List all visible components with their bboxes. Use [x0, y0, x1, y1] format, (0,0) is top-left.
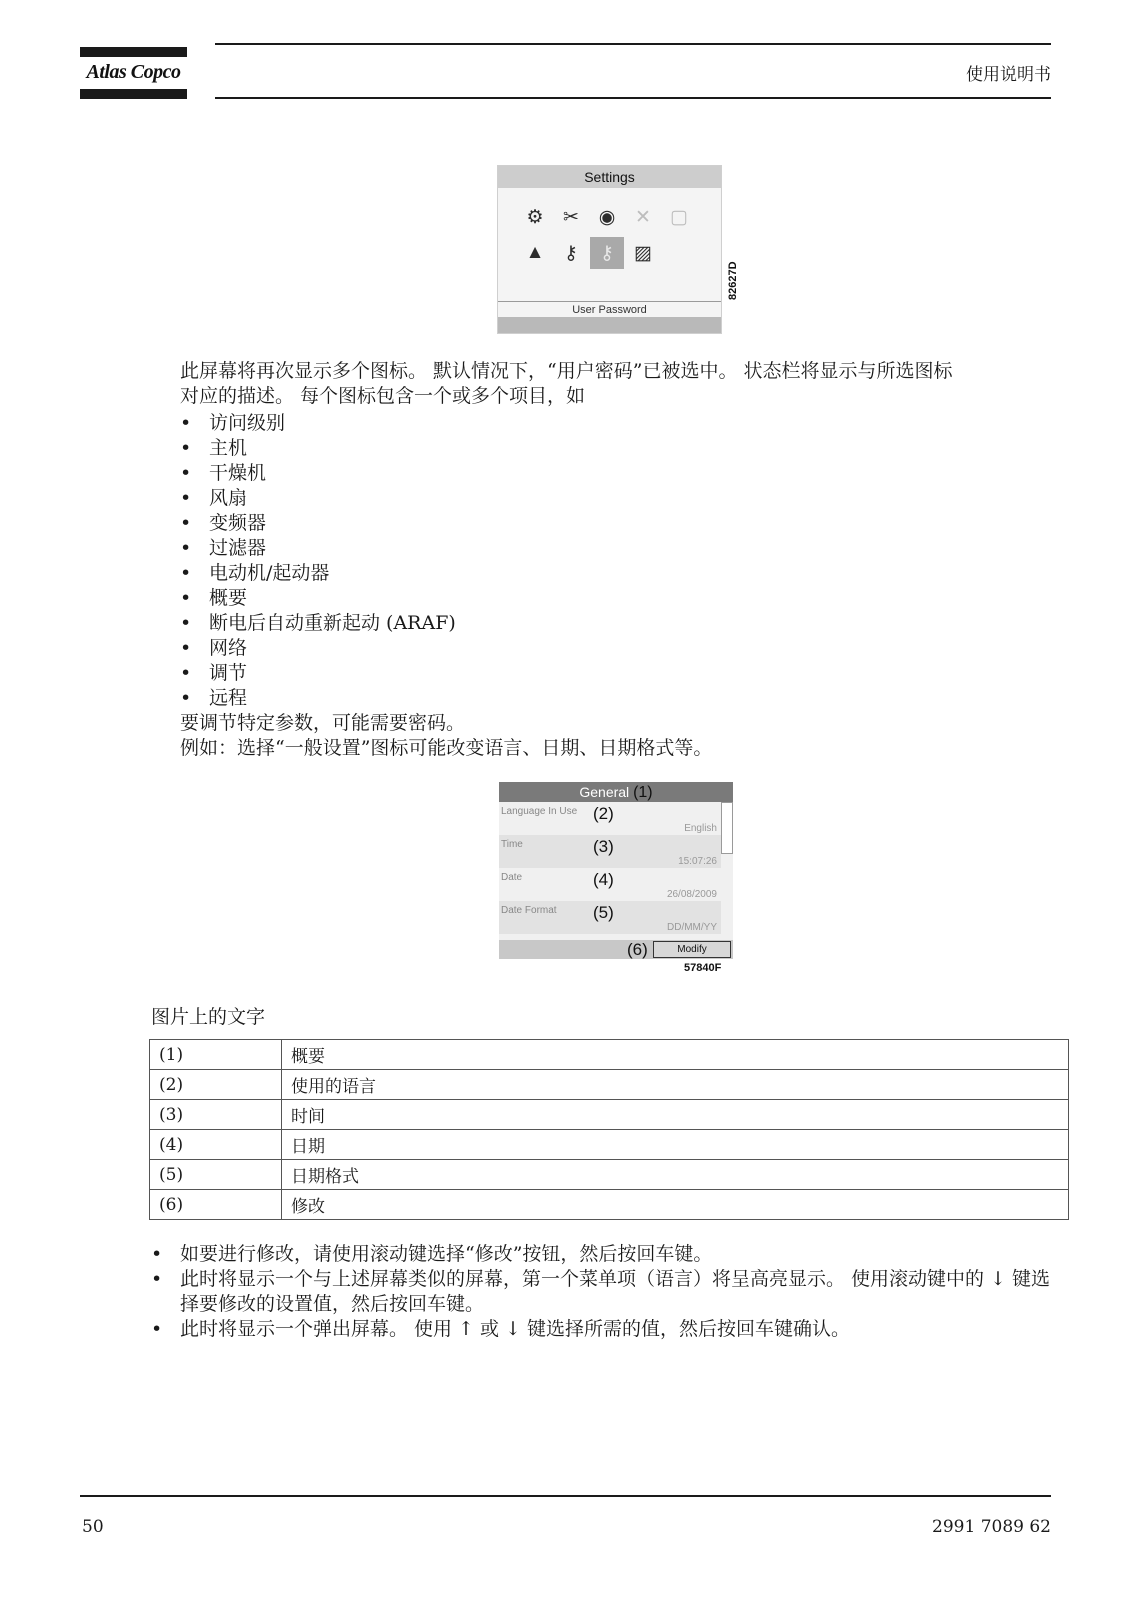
settings-screen-title: Settings [498, 166, 721, 188]
legend-key: (1) [150, 1040, 282, 1070]
list-item: • 远程 [180, 686, 456, 711]
row-label: Date [501, 872, 523, 883]
list-item: • 调节 [180, 661, 456, 686]
scrollbar-track [721, 854, 733, 940]
table-row [150, 1100, 1069, 1130]
legend-key: (6) [150, 1190, 282, 1220]
row-value: English [684, 823, 717, 834]
legend-text: 日期格式 [282, 1160, 1069, 1190]
modify-button: Modify [653, 941, 731, 958]
list-item: • 干燥机 [180, 461, 456, 486]
general-title-text: General [579, 784, 630, 800]
table-row [150, 1190, 1069, 1220]
fan-icon: ✕ [635, 206, 651, 228]
intro-line-1: 此屏幕将再次显示多个图标。 默认情况下，“用户密码”已被选中。 状态栏将显示与所选图标 [180, 360, 953, 382]
header-rule-top [215, 43, 1051, 45]
legend-text: 修改 [282, 1190, 1069, 1220]
scrollbar-thumb [721, 802, 733, 854]
legend-text: 时间 [282, 1100, 1069, 1130]
alarm-icon: ▲ [525, 242, 545, 263]
status-bar-separator [498, 301, 721, 302]
note-example: 例如：选择“一般设置”图标可能改变语言、日期、日期格式等。 [180, 737, 713, 759]
legend-table [149, 1039, 1069, 1220]
intro-line-2: 对应的描述。 每个图标包含一个或多个项目，如 [180, 385, 586, 407]
general-row-language [499, 802, 721, 835]
intro-paragraph [180, 359, 1058, 409]
legend-text: 使用的语言 [282, 1070, 1069, 1100]
row-value: 26/08/2009 [666, 889, 717, 900]
list-item: • 网络 [180, 636, 456, 661]
instruction-list [151, 1242, 1061, 1342]
logo-bottom-bar [80, 89, 187, 99]
logo-text: Atlas Copco [86, 61, 181, 83]
list-item: • 变频器 [180, 511, 456, 536]
list-item: • 主机 [180, 436, 456, 461]
general-screen-figure [499, 782, 733, 959]
table-row [150, 1130, 1069, 1160]
footer-rule [80, 1495, 1051, 1497]
user-password-icon: ⚷ [590, 237, 624, 269]
list-item: • 电动机/起动器 [180, 561, 456, 586]
motor-icon: ▨ [634, 242, 652, 264]
converter-icon: ▢ [670, 206, 688, 228]
settings-items-list [180, 411, 456, 711]
settings-bottom-bar [498, 317, 721, 333]
instruction-item: • 此时将显示一个弹出屏幕。 使用 ↑ 或 ↓ 键选择所需的值，然后按回车键确认。 [151, 1317, 1061, 1342]
legend-text: 概要 [282, 1040, 1069, 1070]
general-screen-title [499, 782, 733, 802]
instruction-item: • 此时将显示一个与上述屏幕类似的屏幕，第一个菜单项（语言）将呈高亮显示。 使用滚动键中的 ↓ 键选择要修改的设置值，然后按回车键。 [151, 1267, 1061, 1317]
row-label: Time [501, 839, 523, 850]
list-item: • 风扇 [180, 486, 456, 511]
callout-marker: (5) [593, 903, 614, 922]
document-title: 使用说明书 [966, 65, 1051, 85]
row-value: 15:07:26 [678, 856, 717, 867]
general-row-time [499, 835, 721, 868]
note-paragraph [180, 711, 1058, 761]
page-number: 50 [82, 1517, 104, 1537]
figure-code-settings: 82627D [727, 261, 739, 300]
row-label: Language In Use [501, 806, 578, 817]
header-rule-bottom [215, 97, 1051, 99]
legend-text: 日期 [282, 1130, 1069, 1160]
compressor-icon: ✂ [563, 206, 579, 228]
callout-marker: (3) [593, 837, 614, 856]
table-row [150, 1070, 1069, 1100]
user-key-icon: ⚷ [564, 242, 578, 264]
legend-caption: 图片上的文字 [151, 1006, 266, 1028]
legend-key: (5) [150, 1160, 282, 1190]
instruction-item: • 如要进行修改，请使用滚动键选择“修改”按钮，然后按回车键。 [151, 1242, 1061, 1267]
table-row [150, 1160, 1069, 1190]
list-item: • 概要 [180, 586, 456, 611]
callout-marker: (1) [633, 784, 653, 801]
callout-marker: (6) [627, 940, 648, 959]
atlas-copco-logo [80, 47, 187, 100]
logo-top-bar [80, 47, 187, 57]
row-value: DD/MM/YY [667, 922, 717, 933]
note-password: 要调节特定参数，可能需要密码。 [180, 712, 466, 734]
callout-marker: (4) [593, 870, 614, 889]
general-row-date-format [499, 901, 721, 934]
list-item: • 访问级别 [180, 411, 456, 436]
document-number: 2991 7089 62 [932, 1517, 1051, 1537]
general-row-date [499, 868, 721, 901]
callout-marker: (2) [593, 804, 614, 823]
legend-key: (3) [150, 1100, 282, 1130]
dryer-icon: ◉ [598, 206, 616, 228]
figure-code-general: 57840F [684, 962, 722, 974]
legend-key: (4) [150, 1130, 282, 1160]
access-level-icon: ⚙ [526, 206, 544, 228]
list-item: • 断电后自动重新起动 (ARAF) [180, 611, 456, 636]
settings-screen-figure [497, 165, 722, 334]
table-row [150, 1040, 1069, 1070]
row-label: Date Format [501, 905, 557, 916]
list-item: • 过滤器 [180, 536, 456, 561]
settings-status-text: User Password [572, 304, 647, 316]
legend-key: (2) [150, 1070, 282, 1100]
